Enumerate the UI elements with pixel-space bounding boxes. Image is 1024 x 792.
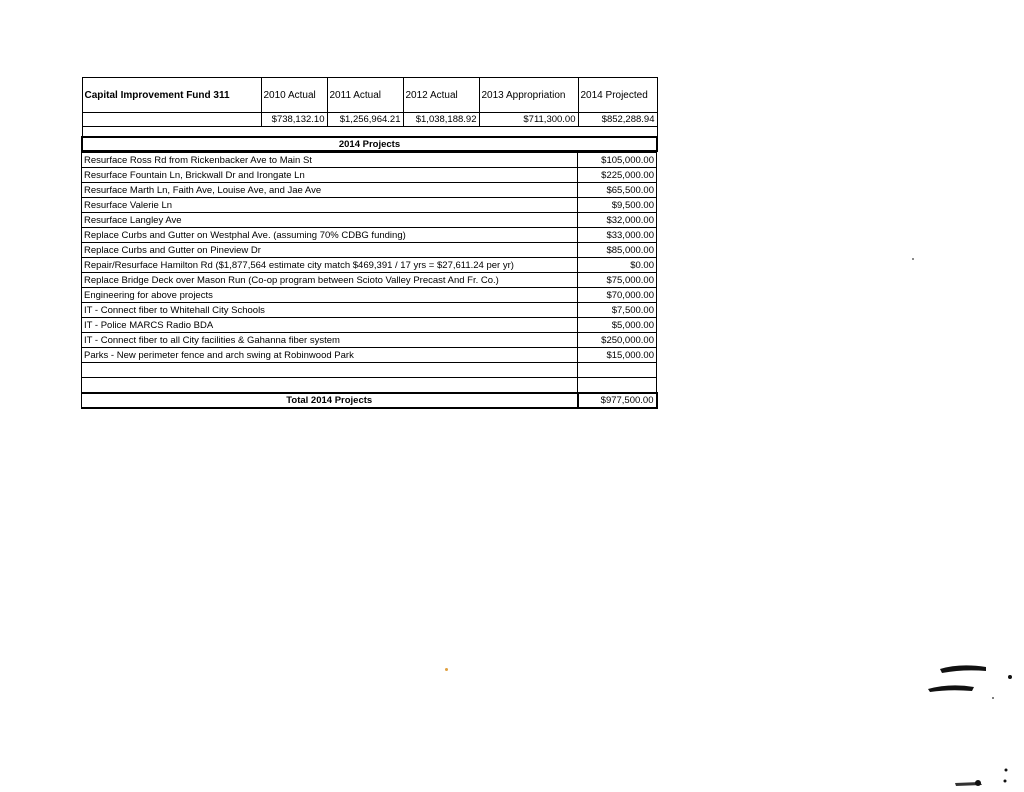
project-amount: $33,000.00 (578, 228, 657, 243)
project-amount: $7,500.00 (578, 303, 657, 318)
total-label: Total 2014 Projects (82, 393, 578, 408)
col-2011-actual: 2011 Actual (327, 78, 403, 113)
project-row (82, 318, 657, 333)
project-amount: $105,000.00 (578, 153, 657, 168)
project-name: Parks - New perimeter fence and arch swing at Robinwood Park (82, 348, 578, 363)
project-name: IT - Connect fiber to Whitehall City Schools (82, 303, 578, 318)
project-row (82, 273, 657, 288)
capital-improvement-table (81, 77, 658, 152)
blank-cell (82, 363, 578, 378)
col-2012-actual: 2012 Actual (403, 78, 479, 113)
project-amount: $70,000.00 (578, 288, 657, 303)
spreadsheet (81, 77, 656, 409)
project-row (82, 333, 657, 348)
header-row (82, 78, 657, 113)
project-amount: $0.00 (578, 258, 657, 273)
project-row (82, 258, 657, 273)
project-row (82, 243, 657, 258)
project-row (82, 198, 657, 213)
project-name: Resurface Marth Ln, Faith Ave, Louise Ave, and Jae Ave (82, 183, 578, 198)
value-2013: $711,300.00 (479, 113, 578, 127)
col-2013-appropriation: 2013 Appropriation (479, 78, 578, 113)
project-name: Replace Bridge Deck over Mason Run (Co-op program between Scioto Valley Precast And Fr. Co.) (82, 273, 578, 288)
spacer-cell (82, 127, 657, 138)
project-row (82, 303, 657, 318)
projects-table (81, 152, 658, 409)
project-row (82, 168, 657, 183)
project-name: Resurface Valerie Ln (82, 198, 578, 213)
blank-amount-cell (578, 363, 657, 378)
project-name: Repair/Resurface Hamilton Rd ($1,877,564 estimate city match $469,391 / 17 yrs = $27,611.24 per yr) (82, 258, 578, 273)
project-amount: $32,000.00 (578, 213, 657, 228)
blank-amount-cell (578, 378, 657, 394)
project-name: IT - Police MARCS Radio BDA (82, 318, 578, 333)
project-name: Resurface Fountain Ln, Brickwall Dr and Irongate Ln (82, 168, 578, 183)
total-amount: $977,500.00 (578, 393, 657, 408)
value-2014: $852,288.94 (578, 113, 657, 127)
fund-title: Capital Improvement Fund 311 (82, 78, 261, 113)
project-name: Engineering for above projects (82, 288, 578, 303)
project-row (82, 228, 657, 243)
value-2011: $1,256,964.21 (327, 113, 403, 127)
total-row (82, 393, 657, 408)
project-row (82, 153, 657, 168)
project-name: Replace Curbs and Gutter on Westphal Ave. (assuming 70% CDBG funding) (82, 228, 578, 243)
project-amount: $225,000.00 (578, 168, 657, 183)
section-title: 2014 Projects (82, 137, 657, 151)
col-2010-actual: 2010 Actual (261, 78, 327, 113)
project-amount: $5,000.00 (578, 318, 657, 333)
project-name: Resurface Ross Rd from Rickenbacker Ave to Main St (82, 153, 578, 168)
scan-speck (445, 668, 448, 671)
scan-smudge-lower (950, 765, 1020, 792)
spacer-row (82, 127, 657, 138)
blank-cell (82, 378, 578, 394)
value-2012: $1,038,188.92 (403, 113, 479, 127)
project-amount: $250,000.00 (578, 333, 657, 348)
project-amount: $85,000.00 (578, 243, 657, 258)
value-2010: $738,132.10 (261, 113, 327, 127)
project-row (82, 213, 657, 228)
project-amount: $15,000.00 (578, 348, 657, 363)
project-row (82, 183, 657, 198)
values-label-cell (82, 113, 261, 127)
col-2014-projected: 2014 Projected (578, 78, 657, 113)
scan-speck (912, 258, 914, 260)
project-name: Replace Curbs and Gutter on Pineview Dr (82, 243, 578, 258)
project-amount: $75,000.00 (578, 273, 657, 288)
values-row (82, 113, 657, 127)
blank-row (82, 363, 657, 378)
project-row (82, 288, 657, 303)
project-row (82, 348, 657, 363)
section-header-row (82, 137, 657, 151)
blank-row (82, 378, 657, 394)
project-name: IT - Connect fiber to all City facilities & Gahanna fiber system (82, 333, 578, 348)
project-name: Resurface Langley Ave (82, 213, 578, 228)
project-amount: $65,500.00 (578, 183, 657, 198)
project-amount: $9,500.00 (578, 198, 657, 213)
scan-smudge-upper (920, 655, 1020, 705)
